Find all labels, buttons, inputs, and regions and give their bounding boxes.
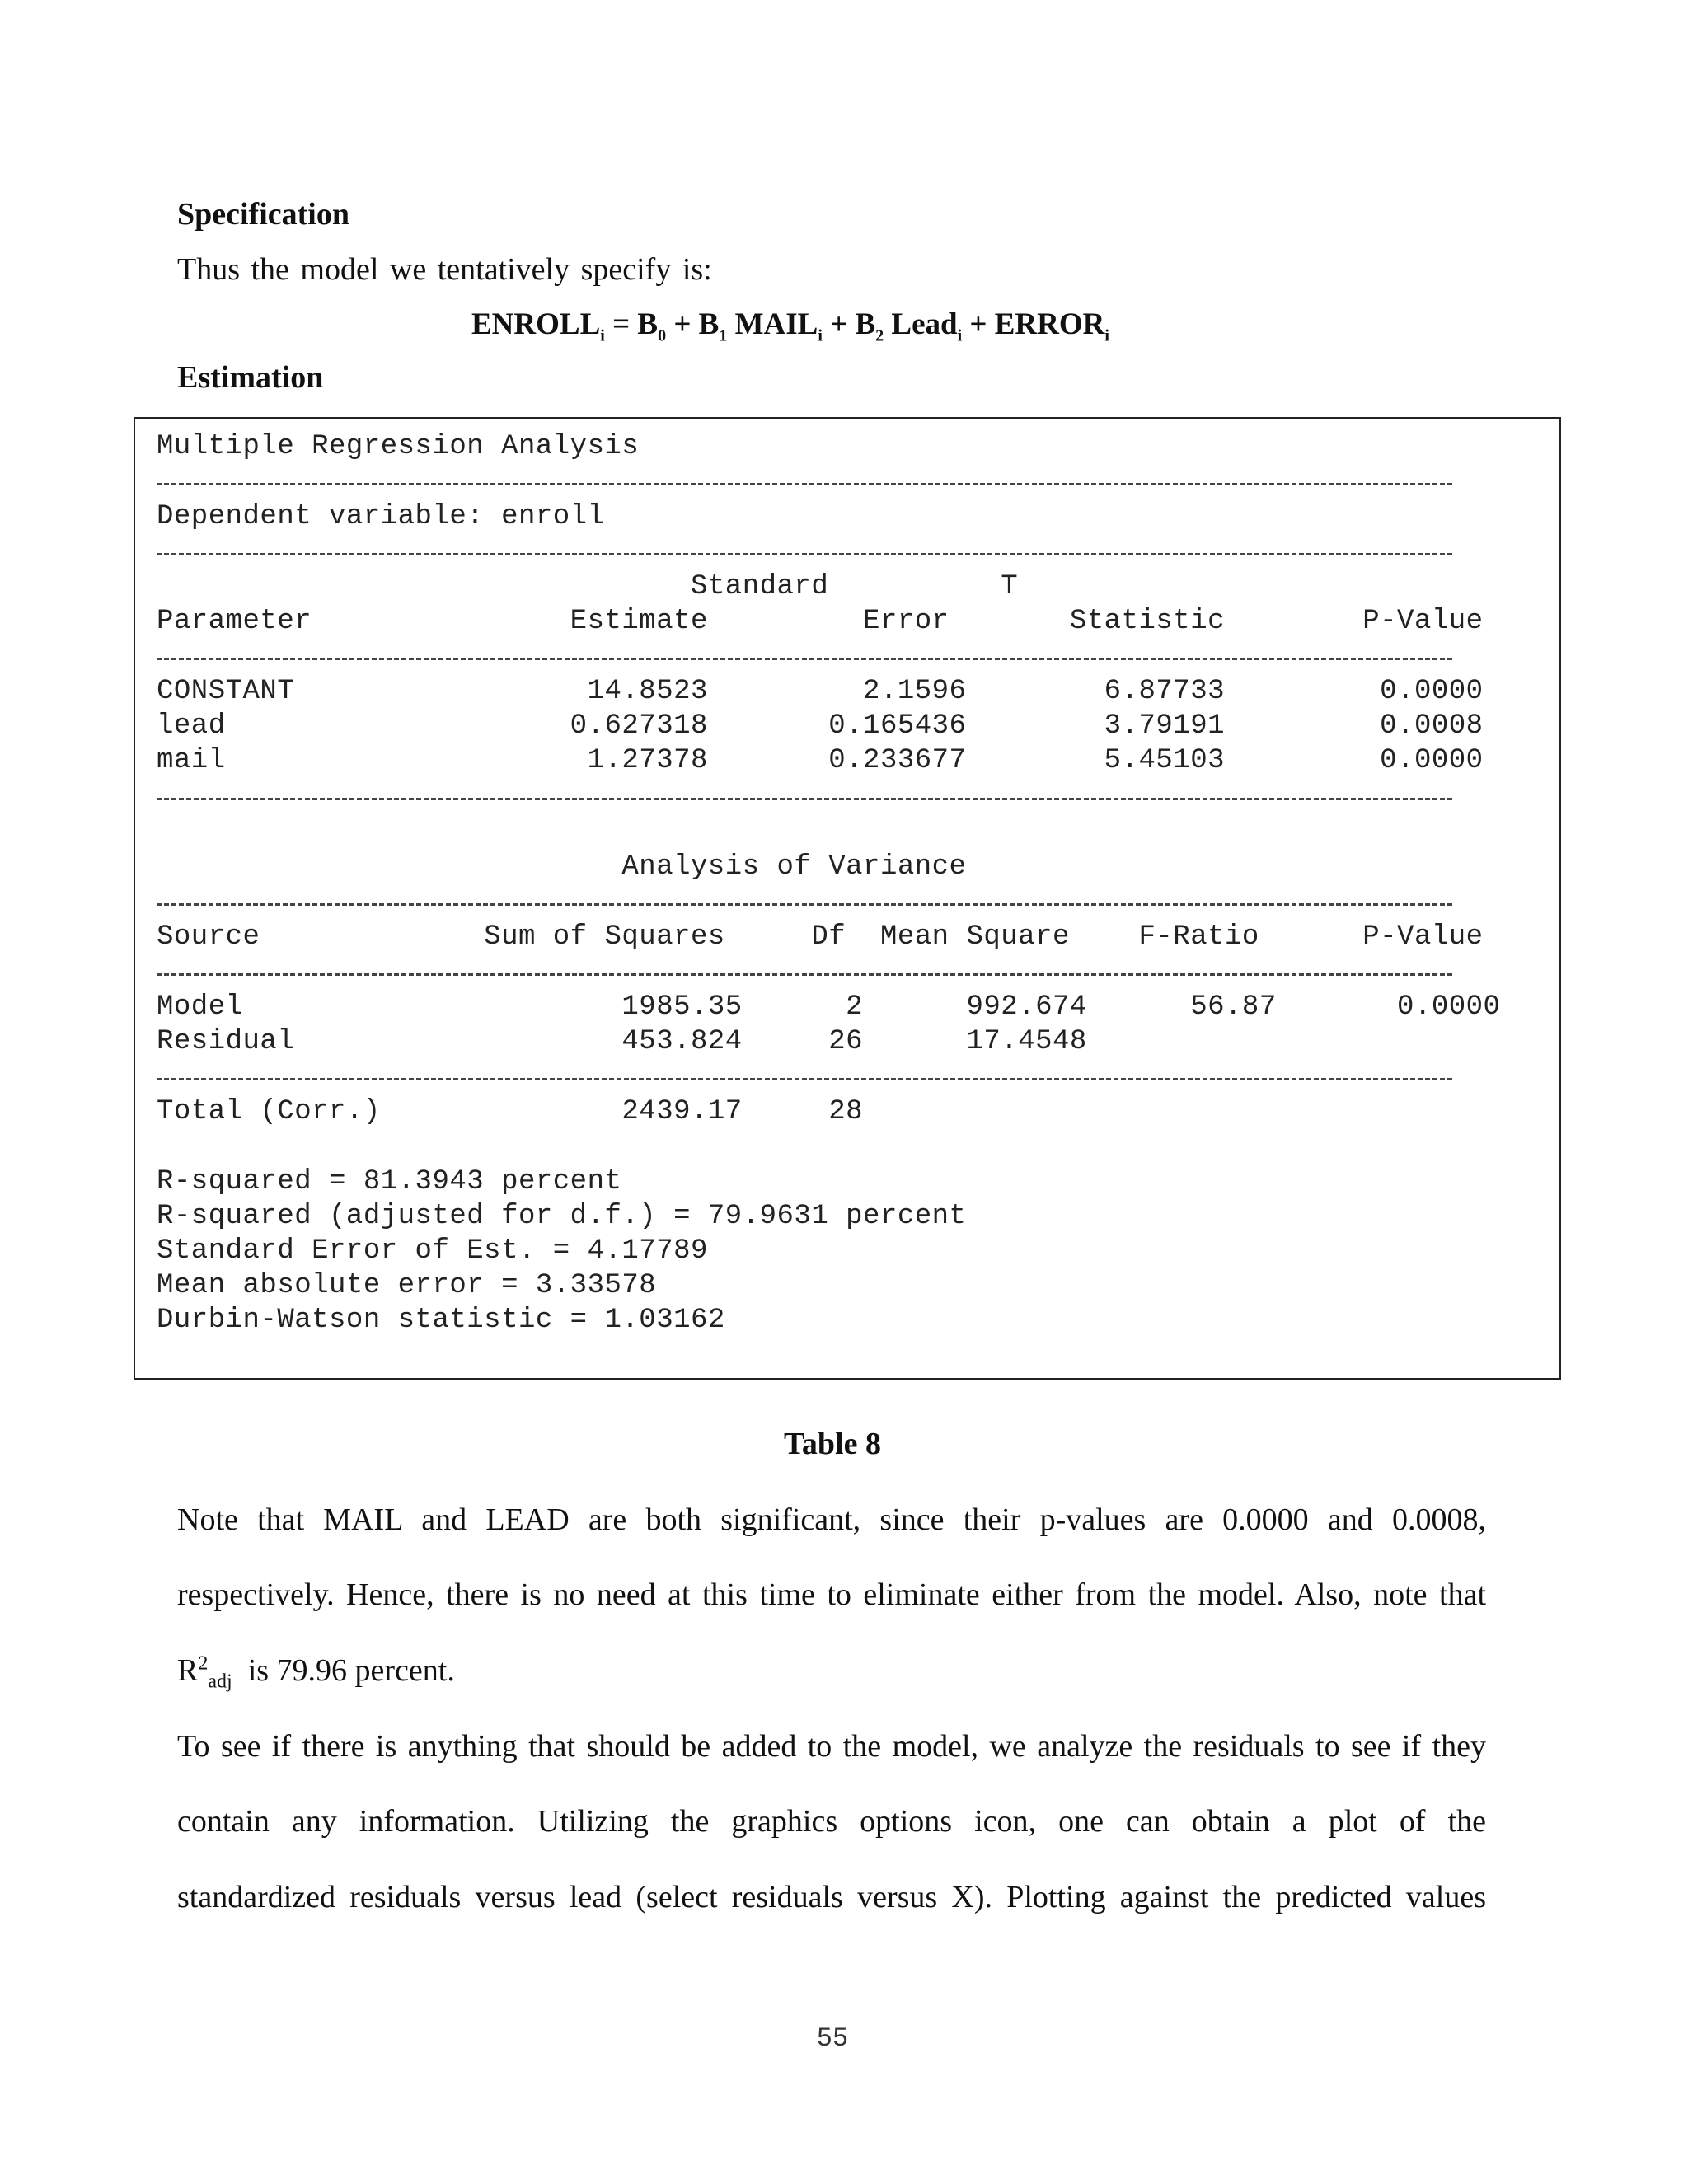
divider	[157, 483, 1452, 485]
divider	[157, 973, 1452, 976]
dependent-variable: Dependent variable: enroll	[157, 501, 605, 532]
intro-text: Thus the model we tentatively specify is:	[177, 252, 712, 287]
paragraph-line: Note that MAIL and LEAD are both significant, since their p-values are 0.0000 and 0.0008,	[177, 1502, 1486, 1537]
paragraph-line: To see if there is anything that should be added to the model, we analyze the residuals to see if they	[177, 1729, 1486, 1764]
page-number: 55	[816, 2023, 849, 2054]
table-header: Source Sum of Squares Df Mean Square F-Ratio P-Value	[157, 921, 1484, 953]
paragraph-line: respectively. Hence, there is no need at this time to eliminate either from the model. Also, note that	[177, 1577, 1486, 1612]
paragraph-line: standardized residuals versus lead (select residuals versus X). Plotting against the predicted values	[177, 1880, 1486, 1915]
divider	[157, 798, 1452, 800]
statistic-line: R-squared (adjusted for d.f.) = 79.9631 percent	[157, 1201, 967, 1232]
divider	[157, 553, 1452, 555]
model-formula: $ENROLL_i = B_0 + B_1$ $MAIL_i + B_2$ Lead$_i$ + $ERROR_i$	[471, 307, 1109, 345]
statistic-line: R-squared = 81.3943 percent	[157, 1166, 622, 1197]
divider	[157, 903, 1452, 906]
paragraph-line: contain any information. Utilizing the graphics options icon, one can obtain a plot of the	[177, 1804, 1486, 1839]
table-row: lead 0.627318 0.165436 3.79191 0.0008	[157, 710, 1484, 742]
section-heading-specification: Specification	[177, 197, 349, 232]
divider	[157, 658, 1452, 660]
regression-title: Multiple Regression Analysis	[157, 431, 640, 462]
paragraph-line: $R^2_{adj}$ is 79.96 percent.	[177, 1652, 455, 1693]
table-row: mail 1.27378 0.233677 5.45103 0.0000	[157, 745, 1484, 776]
table-row: Residual 453.824 26 17.4548	[157, 1026, 1087, 1057]
statistic-line: Mean absolute error = 3.33578	[157, 1270, 657, 1301]
table-caption: Table 8	[784, 1427, 881, 1461]
section-heading-estimation: Estimation	[177, 360, 324, 395]
table-row: CONSTANT 14.8523 2.1596 6.87733 0.0000	[157, 676, 1484, 707]
divider	[157, 1078, 1452, 1080]
anova-title: Analysis of Variance	[157, 851, 967, 883]
table-header: Parameter Estimate Error Statistic P-Value	[157, 606, 1484, 637]
statistic-line: Durbin-Watson statistic = 1.03162	[157, 1305, 725, 1336]
statistic-line: Standard Error of Est. = 4.17789	[157, 1235, 708, 1267]
table-row-total: Total (Corr.) 2439.17 28	[157, 1096, 864, 1127]
table-row: Model 1985.35 2 992.674 56.87 0.0000	[157, 991, 1501, 1023]
table-header: Standard T	[157, 571, 1019, 602]
